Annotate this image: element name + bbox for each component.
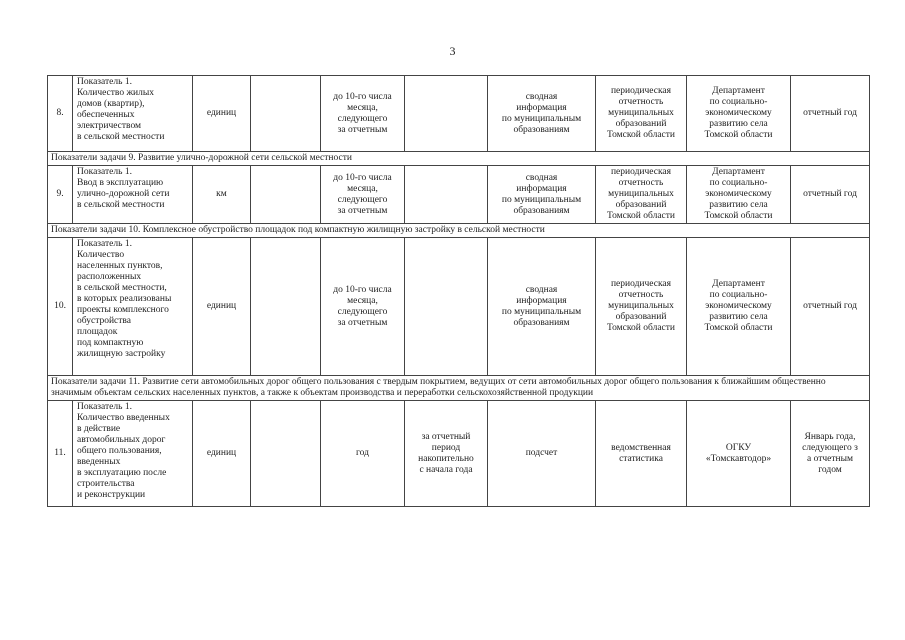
unit-cell: км — [193, 166, 251, 224]
cell-responsible: Департамент по социально- экономическому развитию села Томской области — [687, 238, 791, 376]
table-row — [48, 238, 870, 376]
cell-period — [405, 238, 488, 376]
indicator-name: Показатель 1. Ввод в эксплуатацию улично-дорожной сети в сельской местности — [73, 166, 193, 224]
cell-source: периодическая отчетность муниципальных образований Томской области — [596, 76, 687, 152]
section-title: Показатели задачи 11. Развитие сети автомобильных дорог общего пользования с твердым покрытием, ведущих от сети автомобильных дорог общего пользования к ближайшим общественно значимым объектам сельских населенных пунктов, а также к объектам производства и переработки сельскохозяйственной продукции — [48, 376, 870, 401]
section-title: Показатели задачи 10. Комплексное обустройство площадок под компактную жилищную застройку в сельской местности — [48, 224, 870, 238]
row-number: 9. — [48, 166, 73, 224]
unit-cell: единиц — [193, 401, 251, 507]
cell-periodicity: до 10-го числа месяца, следующего за отчетным — [321, 76, 405, 152]
unit-cell: единиц — [193, 76, 251, 152]
cell-source: ведомственная статистика — [596, 401, 687, 507]
cell-periodicity: год — [321, 401, 405, 507]
cell-deadline: отчетный год — [791, 238, 870, 376]
section-row — [48, 376, 870, 401]
table-body — [48, 76, 870, 507]
indicators-table — [47, 75, 870, 507]
row-number: 11. — [48, 401, 73, 507]
table-row — [48, 166, 870, 224]
cell-col4 — [251, 76, 321, 152]
cell-period — [405, 166, 488, 224]
indicator-name: Показатель 1. Количество введенных в действие автомобильных дорог общего пользования, введенных в эксплуатацию после строительства и реконструкции — [73, 401, 193, 507]
cell-method: подсчет — [488, 401, 596, 507]
row-number: 8. — [48, 76, 73, 152]
row-number: 10. — [48, 238, 73, 376]
cell-source: периодическая отчетность муниципальных образований Томской области — [596, 166, 687, 224]
cell-responsible: Департамент по социально- экономическому развитию села Томской области — [687, 166, 791, 224]
cell-col4 — [251, 401, 321, 507]
indicator-name: Показатель 1. Количество жилых домов (квартир), обеспеченных электричеством в сельской местности — [73, 76, 193, 152]
cell-method: сводная информация по муниципальным образованиям — [488, 166, 596, 224]
cell-periodicity: до 10-го числа месяца, следующего за отчетным — [321, 238, 405, 376]
cell-deadline: Январь года, следующего з а отчетным годом — [791, 401, 870, 507]
section-row — [48, 224, 870, 238]
cell-deadline: отчетный год — [791, 166, 870, 224]
cell-responsible: ОГКУ «Томскавтодор» — [687, 401, 791, 507]
table-row — [48, 401, 870, 507]
cell-method: сводная информация по муниципальным образованиям — [488, 76, 596, 152]
cell-responsible: Департамент по социально- экономическому развитию села Томской области — [687, 76, 791, 152]
cell-periodicity: до 10-го числа месяца, следующего за отчетным — [321, 166, 405, 224]
section-row — [48, 152, 870, 166]
cell-period: за отчетный период накопительно с начала года — [405, 401, 488, 507]
indicator-name: Показатель 1. Количество населенных пунктов, расположенных в сельской местности, в которых реализованы проекты комплексного обустройства площадок под компактную жилищную застройку — [73, 238, 193, 376]
cell-col4 — [251, 238, 321, 376]
cell-method: сводная информация по муниципальным образованиям — [488, 238, 596, 376]
page-number: 3 — [449, 44, 456, 58]
cell-source: периодическая отчетность муниципальных образований Томской области — [596, 238, 687, 376]
unit-cell: единиц — [193, 238, 251, 376]
cell-deadline: отчетный год — [791, 76, 870, 152]
table-row — [48, 76, 870, 152]
cell-col4 — [251, 166, 321, 224]
cell-period — [405, 76, 488, 152]
section-title: Показатели задачи 9. Развитие улично-дорожной сети сельской местности — [48, 152, 870, 166]
